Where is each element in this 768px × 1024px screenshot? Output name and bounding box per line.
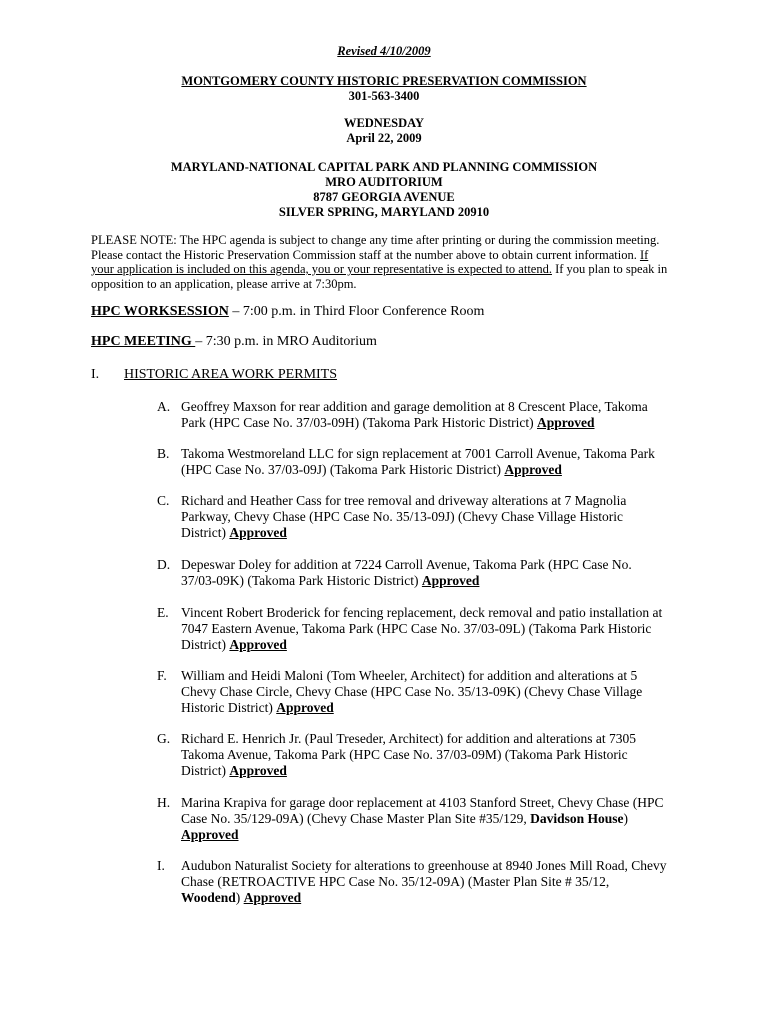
item-letter: H.: [157, 795, 171, 810]
permit-item-c: [157, 493, 697, 541]
hpc-meeting: [91, 334, 377, 350]
item-text: District): [181, 636, 230, 652]
note-line-2-text: Please contact the Historic Preservation Commission staff at the number above to obtain current information.: [91, 247, 640, 262]
item-letter: E.: [157, 605, 169, 620]
item-text: ): [623, 810, 628, 826]
note-line-1: PLEASE NOTE: The HPC agenda is subject to change any time after printing or during the commission meeting.: [91, 233, 660, 247]
item-letter: A.: [157, 399, 171, 414]
revision-date: [0, 44, 768, 59]
item-text-line: Chevy Chase Circle, Chevy Chase (HPC Case No. 35/13-09K) (Chevy Chase Village: [181, 683, 643, 699]
hpc-worksession: [91, 304, 484, 320]
item-text: Case No. 35/129-09A) (Chevy Chase Master Plan Site #35/129,: [181, 810, 531, 826]
permit-item-b: [157, 446, 697, 478]
status-approved: Approved: [421, 572, 480, 588]
item-text-line: Marina Krapiva for garage door replacement at 4103 Stanford Street, Chevy Chase (HPC: [181, 795, 664, 810]
section-heading: [91, 367, 337, 383]
site-name: Woodend: [181, 889, 236, 905]
status-approved: Approved: [229, 636, 287, 652]
permit-item-d: [157, 557, 697, 589]
venue-street: 8787 GEORGIA AVENUE: [313, 190, 455, 204]
permit-item-g: [157, 731, 697, 779]
note-line-2: [91, 248, 681, 263]
site-name: Davidson House: [530, 810, 624, 826]
item-text-line: [181, 637, 697, 653]
revision-label: Revised 4/10/2009: [337, 44, 431, 58]
venue-address: [0, 160, 768, 220]
permit-item-f: [157, 668, 697, 716]
meeting-date: [0, 116, 768, 146]
note-line-3-text: If you plan to speak in: [551, 262, 668, 277]
permit-item-e: [157, 605, 697, 653]
item-text-line: 7047 Eastern Avenue, Takoma Park (HPC Case No. 37/03-09L) (Takoma Park Historic: [181, 620, 652, 636]
status-approved: Approved: [243, 889, 302, 905]
section-title: HISTORIC AREA WORK PERMITS: [124, 367, 338, 382]
worksession-details: – 7:00 p.m. in Third Floor Conference Room: [228, 304, 485, 319]
status-approved: Approved: [181, 826, 239, 842]
item-text-line: [181, 415, 697, 431]
item-text-line: Richard E. Henrich Jr. (Paul Treseder, Architect) for addition and alterations at 7305: [181, 731, 636, 746]
item-letter: C.: [157, 493, 170, 508]
meeting-details: – 7:30 p.m. in MRO Auditorium: [195, 334, 377, 349]
note-line-4: opposition to an application, please arrive at 7:30pm.: [91, 276, 357, 291]
meeting-date-text: April 22, 2009: [346, 131, 422, 145]
item-text-line: Takoma Westmoreland LLC for sign replacement at 7001 Carroll Avenue, Takoma Park: [181, 446, 655, 461]
status-approved: Approved: [276, 699, 334, 715]
commission-heading: [0, 74, 768, 104]
please-note-paragraph: [91, 233, 681, 291]
item-text-line: [181, 890, 697, 906]
item-letter: F.: [157, 668, 167, 683]
item-text-line: [181, 525, 697, 541]
item-text: Historic District): [181, 699, 277, 715]
item-letter: G.: [157, 731, 171, 746]
venue-org: MARYLAND-NATIONAL CAPITAL PARK AND PLANNING COMMISSION: [170, 160, 598, 174]
permit-item-i: [157, 858, 697, 906]
item-text: 37/03-09K) (Takoma Park Historic District): [181, 572, 422, 588]
item-text: ): [235, 889, 244, 905]
permit-item-a: [157, 399, 697, 431]
item-letter: D.: [157, 557, 171, 572]
item-text-line: Geoffrey Maxson for rear addition and garage demolition at 8 Crescent Place, Takoma: [181, 399, 648, 414]
item-text-line: [181, 811, 697, 827]
item-text-line: Depeswar Doley for addition at 7224 Carroll Avenue, Takoma Park (HPC Case No.: [181, 557, 632, 572]
item-text-line: [181, 462, 697, 478]
item-text: Park (HPC Case No. 37/03-09H) (Takoma Park Historic District): [181, 414, 537, 430]
item-text: District): [181, 524, 230, 540]
commission-phone: 301-563-3400: [348, 89, 420, 103]
item-text: District): [181, 762, 230, 778]
item-text-line: Chase (RETROACTIVE HPC Case No. 35/12-09A) (Master Plan Site # 35/12,: [181, 873, 610, 889]
note-line-3-underlined: your application is included on this agenda, you or your representative is expected to attend.: [91, 262, 552, 277]
worksession-heading: HPC WORKSESSION: [91, 304, 229, 319]
item-text-line: Parkway, Chevy Chase (HPC Case No. 35/13-09J) (Chevy Chase Village Historic: [181, 508, 623, 524]
meeting-weekday: WEDNESDAY: [343, 116, 425, 130]
section-number: I.: [91, 367, 100, 382]
commission-name: MONTGOMERY COUNTY HISTORIC PRESERVATION COMMISSION: [181, 74, 587, 88]
venue-room: MRO AUDITORIUM: [325, 175, 443, 189]
item-text-line: Vincent Robert Broderick for fencing replacement, deck removal and patio installation at: [181, 605, 663, 620]
status-approved: Approved: [504, 461, 562, 477]
status-approved: Approved: [229, 762, 287, 778]
item-letter: I.: [157, 858, 165, 873]
item-text-line: [181, 700, 697, 716]
status-approved: Approved: [229, 524, 287, 540]
item-text-line: Richard and Heather Cass for tree removal and driveway alterations at 7 Magnolia: [181, 493, 627, 508]
item-text-line: William and Heidi Maloni (Tom Wheeler, Architect) for addition and alterations at 5: [181, 668, 638, 683]
item-letter: B.: [157, 446, 170, 461]
venue-city: SILVER SPRING, MARYLAND 20910: [278, 205, 490, 219]
item-text-line: Audubon Naturalist Society for alterations to greenhouse at 8940 Jones Mill Road, Chevy: [181, 858, 667, 873]
item-text-line: [181, 763, 697, 779]
item-text-line: [181, 827, 697, 843]
item-text-line: Takoma Avenue, Takoma Park (HPC Case No. 37/03-09M) (Takoma Park Historic: [181, 746, 628, 762]
item-text-line: [181, 573, 697, 589]
meeting-heading: HPC MEETING: [91, 334, 196, 349]
note-line-2-underlined: If: [639, 247, 649, 262]
note-line-3: [91, 262, 681, 277]
permit-item-h: [157, 795, 697, 843]
item-text: (HPC Case No. 37/03-09J) (Takoma Park Historic District): [181, 461, 505, 477]
status-approved: Approved: [537, 414, 595, 430]
